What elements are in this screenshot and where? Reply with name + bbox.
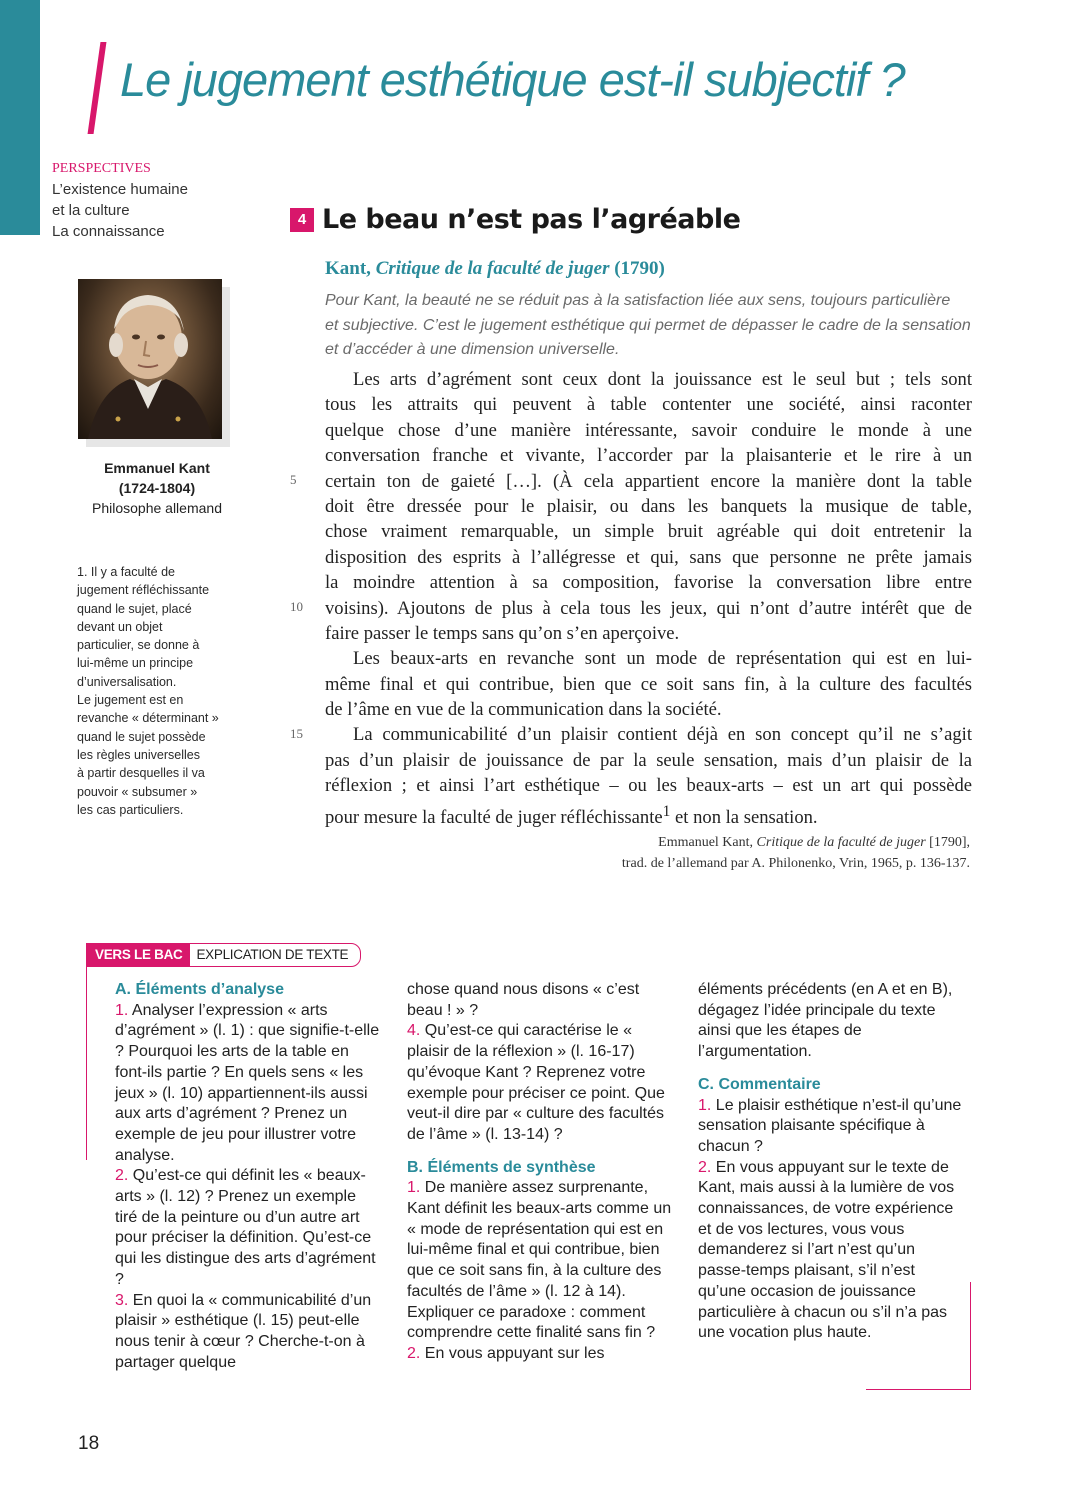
teal-corner-band xyxy=(0,0,40,235)
question-c1: 1. Le plaisir esthétique n’est-il qu’une sensation plaisante spécifique à chacun ? xyxy=(698,1096,962,1155)
text-line: conversation franche et vivante, l’accorder par la plaisanterie et le rire à un xyxy=(325,445,972,467)
text-line: doit être dressée pour le plaisir, ou dans les banquets la musique de table, xyxy=(325,495,972,517)
text-line: réflexion ; et ainsi l’art esthétique – ou les beaux-arts – est un art qui possède xyxy=(325,775,972,797)
question-a4: 4. Qu’est-ce qui caractérise le « plaisir de la réflexion » (l. 16-17) qu’évoque Kant ? Reprenez votre exemple pour préciser ce point. Que veut-il dire par « culture des facultés de l’âme » (l. 13-14) ? xyxy=(407,1022,665,1143)
question-a1: 1. Analyser l’expression « arts d’agrément » (l. 1) : que signifie-t-elle ? Pourquoi les arts de la table en font-ils partie ? En quels sens « les jeux » (l. 10) appartiennent-ils aussi aux arts d’agrément ? Prenez un exemple de jeu pour illustrer votre analyse. xyxy=(115,1001,380,1164)
perspective-item: La connaissance xyxy=(52,223,165,240)
line-number: 5 xyxy=(290,472,297,487)
perspectives-block xyxy=(52,158,188,242)
question-a3: 3. En quoi la « communicabilité d’un plaisir » esthétique (l. 15) peut-elle nous tenir à cœur ? Cherche-t-on à partager quelque xyxy=(115,1291,372,1371)
vers-le-bac-banner xyxy=(86,943,361,967)
text-line-final xyxy=(325,799,972,828)
exercise-column-3 xyxy=(698,980,963,1344)
heading-synthesis: B. Éléments de synthèse xyxy=(407,1158,596,1176)
portrait-caption xyxy=(62,458,252,518)
text-line: Les beaux-arts en revanche sont un mode de représentation qui est en lui- xyxy=(353,648,972,670)
footnote-line: 1. Il y a faculté de xyxy=(77,565,175,579)
footnote-line: quand le sujet, placé xyxy=(77,601,192,616)
text-line: certain ton de gaieté […]. (À cela appartient encore la manière dont la table xyxy=(325,470,972,492)
text-line: faire passer le temps sans qu’on s’en aperçoive. xyxy=(325,622,680,644)
footnote-line: devant un objet xyxy=(77,619,163,634)
text-line-start: pour mesure la faculté de juger réfléchissante xyxy=(325,806,663,828)
text-line: tous les attraits qui peuvent à table contenter une société, ainsi raconter xyxy=(325,394,972,416)
text-line: la moindre attention à sa composition, favorise la conversation libre entre xyxy=(325,572,972,594)
intro-line: et d’accéder à une dimension universelle. xyxy=(325,341,620,358)
question-b2-continued: éléments précédents (en A et en B), dégagez l’idée principale du texte ainsi que les étapes de l’argumentation. xyxy=(698,981,953,1061)
question-b2: 2. En vous appuyant sur les xyxy=(407,1344,605,1362)
footnote-line: lui-même un principe xyxy=(77,656,194,671)
text-line: voisins). Ajoutons de plus à cela tous les jeux, qui n’ont d’autre intérêt que de xyxy=(325,597,972,619)
attribution-year: [1790], xyxy=(929,835,970,850)
footnote-line: jugement réfléchissante xyxy=(77,583,210,598)
kant-portrait xyxy=(78,279,222,439)
bac-label: VERS LE BAC xyxy=(87,944,190,966)
footnote-line: les cas particuliers. xyxy=(77,802,184,817)
footnote-line: quand le sujet possède xyxy=(77,729,206,744)
intro-line: Pour Kant, la beauté ne se réduit pas à la satisfaction liée aux sens, toujours particulière xyxy=(325,292,951,309)
text-line: Les arts d’agrément sont ceux dont la jouissance est le seul but ; tels sont xyxy=(353,369,972,390)
exercise-bottom-rule xyxy=(866,1389,971,1390)
text-line: disposition des esprits à l’allégresse et qui, sans que personne ne prête jamais xyxy=(325,546,972,568)
question-a3-continued: chose quand nous disons « c’est beau ! » ? xyxy=(407,981,640,1019)
caption-dates: (1724-1804) xyxy=(118,480,196,496)
heading-analysis: A. Éléments d’analyse xyxy=(115,981,284,998)
section-heading xyxy=(290,204,740,235)
footnote-line: les règles universelles xyxy=(77,747,200,762)
line-number: 10 xyxy=(290,599,303,614)
perspective-item: L’existence humaine xyxy=(52,181,188,198)
attribution-translation: trad. de l’allemand par A. Philonenko, Vrin, 1965, p. 136-137. xyxy=(621,856,970,871)
line-number: 15 xyxy=(290,726,303,741)
source-author: Kant, xyxy=(325,258,371,279)
footnote-ref: 1 xyxy=(662,802,671,820)
question-b1: 1. De manière assez surprenante, Kant définit les beaux-arts comme un « mode de représentation qui est en lui-même final et qui contribue, bien que ce soit sans fin, à la culture des facultés de l’âme » (l. 12 à 14). Expliquer ce paradoxe : comment comprendre cette finalité sans fin ? xyxy=(407,1179,672,1342)
footnote-line: pouvoir « subsumer » xyxy=(77,784,198,799)
footnote xyxy=(77,563,242,819)
section-number-badge: 4 xyxy=(290,208,314,232)
kant-excerpt xyxy=(325,367,972,828)
perspective-item: et la culture xyxy=(52,202,130,219)
source-year: (1790) xyxy=(614,258,665,279)
exercise-right-rule xyxy=(970,1282,971,1390)
text-line: chose vraiment remarquable, un simple bruit agréable qui doit entretenir la xyxy=(325,521,972,543)
footnote-line: d’universalisation. xyxy=(77,674,177,689)
heading-commentary: C. Commentaire xyxy=(698,1075,821,1093)
caption-name: Emmanuel Kant xyxy=(104,460,210,476)
title-accent-slash xyxy=(88,42,107,134)
exercise-column-1 xyxy=(115,980,380,1373)
source-work: Critique de la faculté de juger xyxy=(375,258,610,279)
source-line xyxy=(325,258,665,280)
footnote-line: Le jugement est en xyxy=(77,693,184,708)
text-line: pas d’un plaisir de jouissance de par la seule sensation, mais d’un plaisir de la xyxy=(325,749,972,771)
question-a2: 2. Qu’est-ce qui définit les « beaux-arts » (l. 12) ? Prenez un exemple tiré de la peinture ou d’un autre art pour préciser la définition. Qu’est-ce qui les distingue des arts d’agrément ? xyxy=(115,1167,376,1288)
bac-exercise-type: EXPLICATION DE TEXTE xyxy=(196,947,349,962)
text-line: quelque chose d’une manière intéressante, savoir conduire le monde à une xyxy=(325,419,972,441)
text-line-end: et non la sensation. xyxy=(670,806,818,828)
footnote-line: à partir desquelles il va xyxy=(77,766,205,781)
caption-role: Philosophe allemand xyxy=(92,500,222,516)
attribution-line-1 xyxy=(622,832,970,853)
exercise-left-rule xyxy=(86,965,87,1160)
question-c2: 2. En vous appuyant sur le texte de Kant, mais aussi à la lumière de vos connaissances, de votre expérience et de vos lectures, vous vous demanderez si l’art n’est qu’un passe-temps plaisant, s’il n’est qu’une occasion de jouissance particulière à chacun ou s’il n’a pas une vocation plus haute. xyxy=(698,1158,955,1342)
intro-text xyxy=(325,289,980,363)
footnote-line: particulier, se donne à xyxy=(77,638,200,653)
text-line: La communicabilité d’un plaisir contient déjà en son concept qu’il ne s’agit xyxy=(353,724,972,746)
text-line: de l’âme en vue de la communication dans la société. xyxy=(325,699,722,721)
intro-line: et subjective. C’est le jugement esthétique qui permet de dépasser le cadre de la sensation xyxy=(325,316,971,334)
attribution-author: Emmanuel Kant, xyxy=(658,835,754,850)
text-line: même final et qui contribue, bien que ce soit sans fin, à la culture des facultés xyxy=(325,673,972,695)
attribution-work: Critique de la faculté de juger xyxy=(756,835,926,850)
perspectives-label: PERSPECTIVES xyxy=(52,161,151,176)
footnote-line: revanche « déterminant » xyxy=(77,711,219,726)
page-title: Le jugement esthétique est-il subjectif ? xyxy=(120,53,905,106)
page-number: 18 xyxy=(78,1433,100,1454)
attribution xyxy=(622,832,970,874)
section-title: Le beau n’est pas l’agréable xyxy=(322,204,741,235)
exercise-column-2 xyxy=(407,980,672,1365)
